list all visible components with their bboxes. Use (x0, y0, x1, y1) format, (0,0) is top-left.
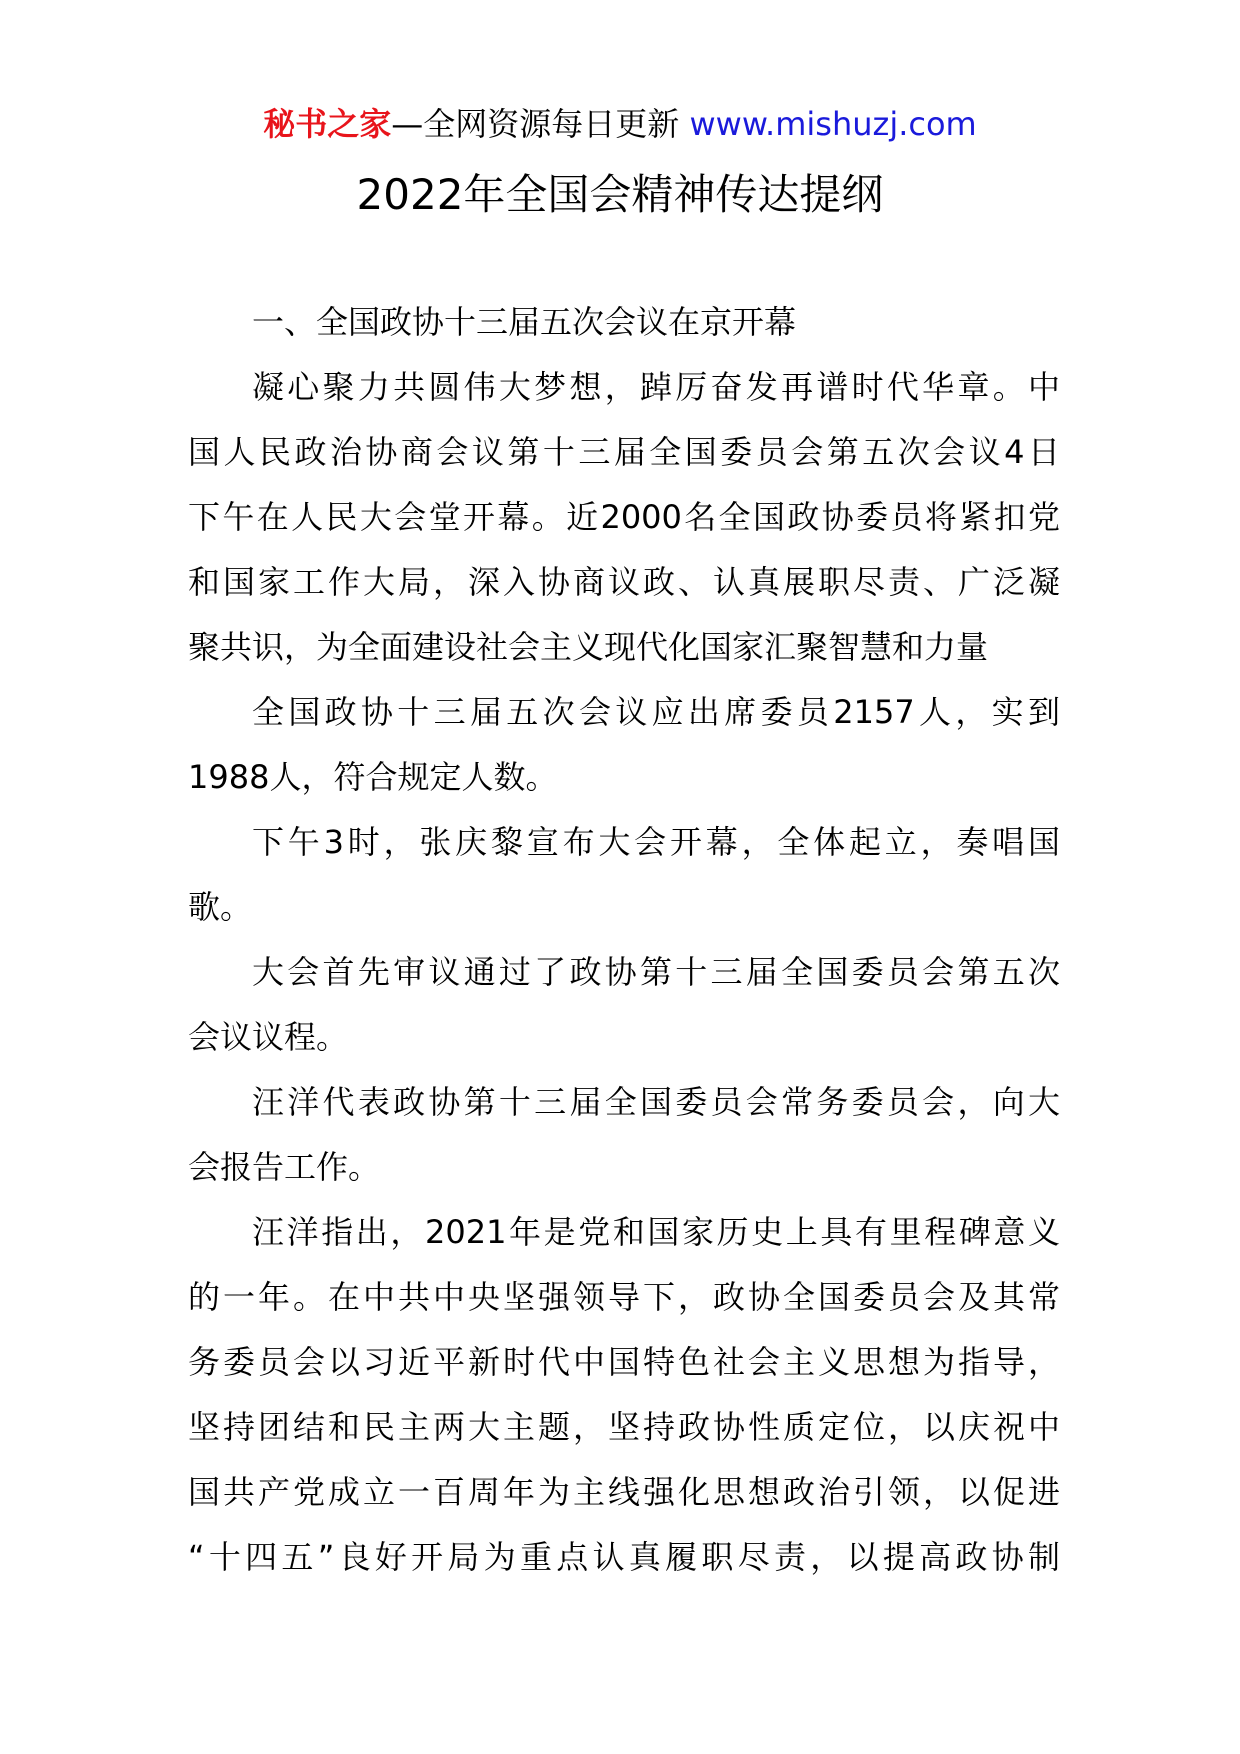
text-line: 国共产党成立一百周年为主线强化思想政治引领，以促进 (188, 1473, 1060, 1511)
text-line: 和国家工作大局，深入协商议政、认真展职尽责、广泛凝 (188, 563, 1060, 601)
text-line: 会报告工作。 (188, 1148, 381, 1186)
text-line: 国人民政治协商会议第十三届全国委员会第五次会议4日 (188, 433, 1060, 471)
text-line: 的一年。在中共中央坚强领导下，政协全国委员会及其常 (188, 1278, 1060, 1316)
text-line: 1988人，符合规定人数。 (188, 758, 558, 796)
text-line: 会议议程。 (188, 1018, 349, 1056)
text-line: 凝心聚力共圆伟大梦想，踔厉奋发再谱时代华章。中 (252, 368, 1060, 406)
text-line: 汪洋代表政协第十三届全国委员会常务委员会，向大 (252, 1083, 1060, 1121)
text-line: 汪洋指出，2021年是党和国家历史上具有里程碑意义 (252, 1213, 1060, 1251)
text-line: 坚持团结和民主两大主题，坚持政协性质定位，以庆祝中 (188, 1408, 1060, 1446)
section-heading: 一、全国政协十三届五次会议在京开幕 (252, 303, 797, 341)
text-line: 大会首先审议通过了政协第十三届全国委员会第五次 (252, 953, 1060, 991)
text-line: 歌。 (188, 888, 253, 926)
site-slogan: —全网资源每日更新 (391, 105, 680, 143)
site-url-link[interactable]: www.mishuzj.com (689, 105, 977, 143)
text-line: 全国政协十三届五次会议应出席委员2157人，实到 (252, 693, 1060, 731)
site-header (0, 100, 1240, 148)
document-title: 2022年全国会精神传达提纲 (356, 170, 884, 219)
text-line: 务委员会以习近平新时代中国特色社会主义思想为指导， (188, 1343, 1060, 1381)
text-line: “十四五”良好开局为重点认真履职尽责，以提高政协制 (188, 1538, 1060, 1576)
document-body (188, 290, 1060, 1590)
site-brand: 秘书之家 (263, 105, 392, 143)
text-line: 聚共识，为全面建设社会主义现代化国家汇聚智慧和力量 (188, 628, 989, 666)
text-line: 下午3时，张庆黎宣布大会开幕，全体起立，奏唱国 (252, 823, 1060, 861)
text-line: 下午在人民大会堂开幕。近2000名全国政协委员将紧扣党 (188, 498, 1060, 536)
